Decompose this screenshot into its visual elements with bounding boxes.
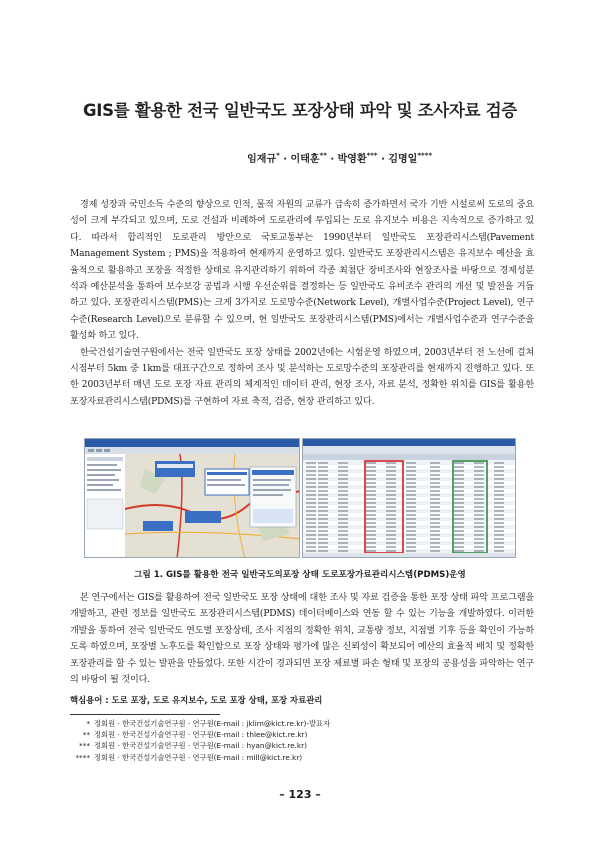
author-list bbox=[247, 150, 432, 165]
body-continuation bbox=[70, 590, 534, 688]
footnote-divider bbox=[70, 714, 220, 715]
footnote-1 bbox=[70, 718, 534, 729]
paper-title: GIS를 활용한 전국 일반국도 포장상태 파악 및 조사자료 검증 bbox=[83, 101, 517, 120]
author-mark: *** bbox=[366, 151, 378, 160]
footnote-mark: ** bbox=[82, 730, 90, 740]
footnote-text: 정회원 · 한국건설기술연구원 · 연구원(E-mail : jklim@kict.re.kr)-발표자 bbox=[94, 719, 331, 728]
author-name: 김명일 bbox=[388, 154, 418, 165]
author-separator: · bbox=[279, 154, 291, 165]
table-screenshot-image bbox=[303, 439, 516, 558]
footnote-mark: * bbox=[86, 719, 90, 728]
footnote-mark: **** bbox=[75, 752, 90, 762]
figure-caption: 그림 1. GIS를 활용한 전국 일반국도의포장 상태 도로포장가료관리시스템(PDMS)운영 bbox=[134, 570, 466, 580]
footnote-text: 정회원 · 한국건설기술연구원 · 연구원(E-mail : thlee@kict.re.kr) bbox=[94, 730, 308, 740]
author-separator: · bbox=[377, 154, 389, 165]
abstract-body bbox=[70, 197, 534, 410]
author-mark: * bbox=[276, 151, 280, 160]
footnote-2 bbox=[70, 729, 534, 740]
page-number: – 123 – bbox=[279, 788, 321, 801]
figure-1 bbox=[84, 438, 516, 558]
footnote-mark: *** bbox=[79, 741, 90, 751]
author-name: 이태훈 bbox=[290, 154, 320, 165]
figure-map-screenshot bbox=[84, 438, 300, 558]
author-separator: · bbox=[326, 154, 338, 165]
paragraph-2: 한국건설기술연구원에서는 전국 일반국도 포장 상태를 2002년에는 시험운영 하였으며, 2003년부터 전 노선에 걸쳐 시점부터 5km 중 1km를 대표구간으로 정하여 조사 및 분석하는 도로망수준의 포장관리를 현재까지 진행하고 있다. 또한 2003년부터 매년 도로 포장 자료 관리의 체계적인 데이터 관리, 현장 조사, 자료 분석, 정확한 위치를 GIS를 활용한 포장자료관리시스템(PDMS)를 구현하여 자료 축적, 검증, 현장 관리하고 있다. bbox=[70, 347, 534, 407]
paragraph-3: 본 연구에서는 GIS를 활용하여 전국 일반국도 포장 상태에 대한 조사 및 자료 검증을 통한 포장 상태 파악 프로그램을 개발하고, 관련 정보를 일반국도 포장관리시스템(PDMS) 데이터베이스와 연동 할 수 있는 기능을 개발하였다. 이러한 개발을 통하여 전국 일반국도 연도별 포장상태, 조사 지점의 정확한 위치, 교통량 정보, 지점별 기후 등을 확인이 가능하도록 하였으며, 포장별 노후도를 확인함으로 포장 상태와 평가에 많은 신뢰성이 확보되어 예산의 효율적 배치 및 정확한 포장관리를 할 수 있는 발판을 만들었다. 또한 시간이 경과되면 포장 제료별 파손 형태 및 포장의 공용성을 파악하는 연구의 바탕이 될 것이다. bbox=[70, 593, 534, 686]
footnote-text: 정회원 · 한국건설기술연구원 · 연구원(E-mail : mill@kict.re.kr) bbox=[94, 752, 303, 762]
author-name: 임재규 bbox=[247, 154, 277, 165]
figure-table-screenshot bbox=[302, 438, 516, 558]
paragraph-1: 경제 성장과 국민소득 수준의 향상으로 인적, 물적 자원의 교류가 급속히 증가하면서 국가 기반 시설로써 도로의 중요성이 크게 부각되고 있으며, 도로 건설과 비례하여 도로관리에 투입되는 도로 유지보수 비용은 지속적으로 증가하고 있다. 따라서 합리적인 도로관리 방안으로 국토교통부는 1990년부터 일반국도 포장관리시스템(Pavement Management System ; PMS)을 적용하여 현재까지 운영하고 있다. 일반국도 포장관리시스템은 유지보수 예산을 효율적으로 활용하고 포장을 적정한 상태로 유지관리하기 위하여 각종 최첨단 장비조사와 현장조사를 바탕으로 경제성분석과 예산분석을 통하여 보수보강 공법과 시행 우선순위를 결정하는 등 일반국도 유비조수 관리의 개선 및 발전을 거듭하고 있다. 포장관리시스템(PMS)는 크게 3가지로 도로망수준(Network Level), 개별사업수준(Project Level), 연구수준(Research Level)으로 분류할 수 있으며, 현 일반국도 포장관리시스템(PMS)에서는 개별사업수준과 연구수준을 활성화 하고 있다. bbox=[70, 200, 534, 342]
author-mark: **** bbox=[417, 151, 432, 160]
keywords: 핵심용어 : 도로 포장, 도로 유지보수, 도로 포장 상태, 포장 자료관리 bbox=[70, 695, 323, 705]
footnote-text: 정회원 · 한국건설기술연구원 · 연구원(E-mail : hyan@kict.re.kr) bbox=[94, 741, 307, 751]
footnotes bbox=[70, 718, 534, 763]
author-name: 박영환 bbox=[337, 154, 367, 165]
map-screenshot-image bbox=[85, 439, 300, 558]
footnote-4 bbox=[70, 752, 534, 763]
author-mark: ** bbox=[319, 151, 327, 160]
footnote-3 bbox=[70, 740, 534, 751]
